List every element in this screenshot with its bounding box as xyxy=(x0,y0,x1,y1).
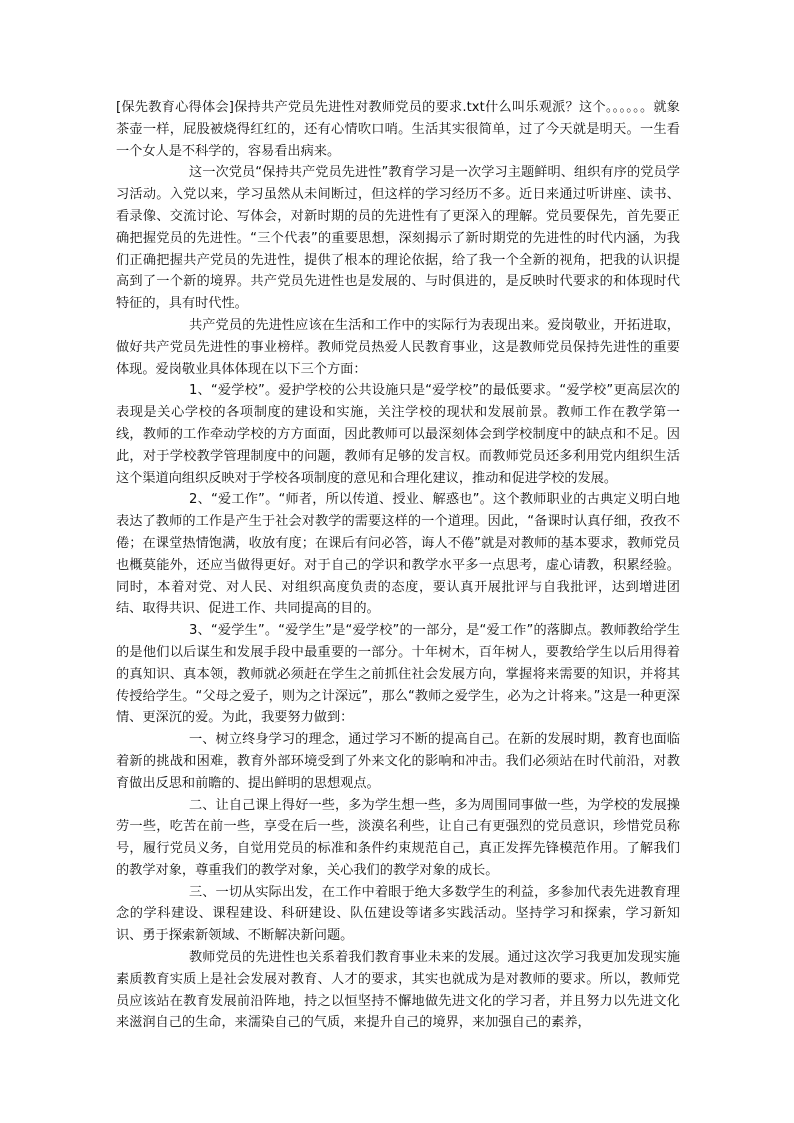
paragraph: 3、“爱学生”。“爱学生”是“爱学校”的一部分，是“爱工作”的落脚点。教师教给学生的是他们以后谋生和发展手段中最重要的一部分。十年树木，百年树人，要教给学生以后用得着的真知识、真本领，教师就必须赶在学生之前抓住社会发展方向，掌握将来需要的知识，并将其传授给学生。“父母之爱子，则为之计深远”，那么“教师之爱学生，必为之计将来。”这是一种更深情、更深沉的爱。为此，我要努力做到： xyxy=(116,623,680,726)
paragraph: 二、让自己课上得好一些，多为学生想一些，多为周围同事做一些，为学校的发展操劳一些，吃苦在前一些，享受在后一些，淡漠名利些，让自己有更强烈的党员意识，珍惜党员称号，履行党员义务，自觉用党员的标准和条件约束规范自己，真正发挥先锋模范作用。了解我们的教学对象，尊重我们的教学对象，关心我们的教学对象的成长。 xyxy=(116,797,680,878)
paragraph: 这一次党员“保持共产党员先进性”教育学习是一次学习主题鲜明、组织有序的党员学习活动。入党以来，学习虽然从未间断过，但这样的学习经历不多。近日来通过听讲座、读书、看录像、交流讨论、写体会，对新时期的员的先进性有了更深入的理解。党员要保先，首先要正确把握党员的先进性。“三个代表”的重要思想，深刻揭示了新时期党的先进性的时代内涵，为我们正确把握共产党员的先进性，提供了根本的理论依据，给了我一个全新的视角，把我的认识提高到了一个新的境界。共产党员先进性也是发展的、与时俱进的，是反映时代要求的和体现时代特征的，具有时代性。 xyxy=(116,165,680,312)
paragraph: 2、“爱工作”。“师者，所以传道、授业、解惑也”。这个教师职业的古典定义明白地表达了教师的工作是产生于社会对教学的需要这样的一个道理。因此，“备课时认真仔细，孜孜不倦；在课堂热情饱满，收放有度；在课后有问必答，诲人不倦”就是对教师的基本要求，教师党员也概莫能外，还应当做得更好。对于自己的学识和教学水平多一点思考，虚心请教，积累经验。同时，本着对党、对人民、对组织高度负责的态度，要认真开展批评与自我批评，达到增进团结、取得共识、促进工作、共同提高的目的。 xyxy=(116,492,680,617)
paragraph: 1、“爱学校”。爱护学校的公共设施只是“爱学校”的最低要求。“爱学校”更高层次的表现是关心学校的各项制度的建设和实施，关注学校的现状和发展前景。教师工作在教学第一线，教师的工作牵动学校的方方面面，因此教师可以最深刻体会到学校制度中的缺点和不足。因此，对于学校教学管理制度中的问题，教师有足够的发言权。而教师党员还多利用党内组织生活这个渠道向组织反映对于学校各项制度的意见和合理化建议，推动和促进学校的发展。 xyxy=(116,383,680,486)
paragraph: 教师党员的先进性也关系着我们教育事业未来的发展。通过这次学习我更加发现实施素质教育实质上是社会发展对教育、人才的要求，其实也就成为是对教师的要求。所以，教师党员应该站在教育发展前沿阵地，持之以恒坚持不懈地做先进文化的学习者，并且努力以先进文化来滋润自己的生命，来濡染自己的气质，来提升自己的境界，来加强自己的素养， xyxy=(116,950,680,1031)
paragraph: 一、树立终身学习的理念，通过学习不断的提高自己。在新的发展时期，教育也面临着新的挑战和困难，教育外部环境受到了外来文化的影响和冲击。我们必须站在时代前沿，对教育做出反思和前瞻的、提出鲜明的思想观点。 xyxy=(116,732,680,791)
paragraph: 共产党员的先进性应该在生活和工作中的实际行为表现出来。爱岗敬业，开拓进取，做好共产党员先进性的事业榜样。教师党员热爱人民教育事业，这是教师党员保持先进性的重要体现。爱岗敬业具体体现在以下三个方面： xyxy=(116,317,680,377)
paragraph-header: [保先教育心得体会]保持共产党员先进性对教师党员的要求.txt什么叫乐观派？这个。。。。。。就象茶壶一样，屁股被烧得红红的，还有心情吹口哨。生活其实很简单，过了今天就是明天。一生看一个女人是不科学的，容易看出病来。 xyxy=(116,100,680,159)
document-body xyxy=(116,97,680,1034)
paragraph: 三、一切从实际出发，在工作中着眼于绝大多数学生的利益，多参加代表先进教育理念的学科建设、课程建设、科研建设、队伍建设等诸多实践活动。坚持学习和探索，学习新知识、勇于探索新领域、不断解决新问题。 xyxy=(116,884,680,944)
